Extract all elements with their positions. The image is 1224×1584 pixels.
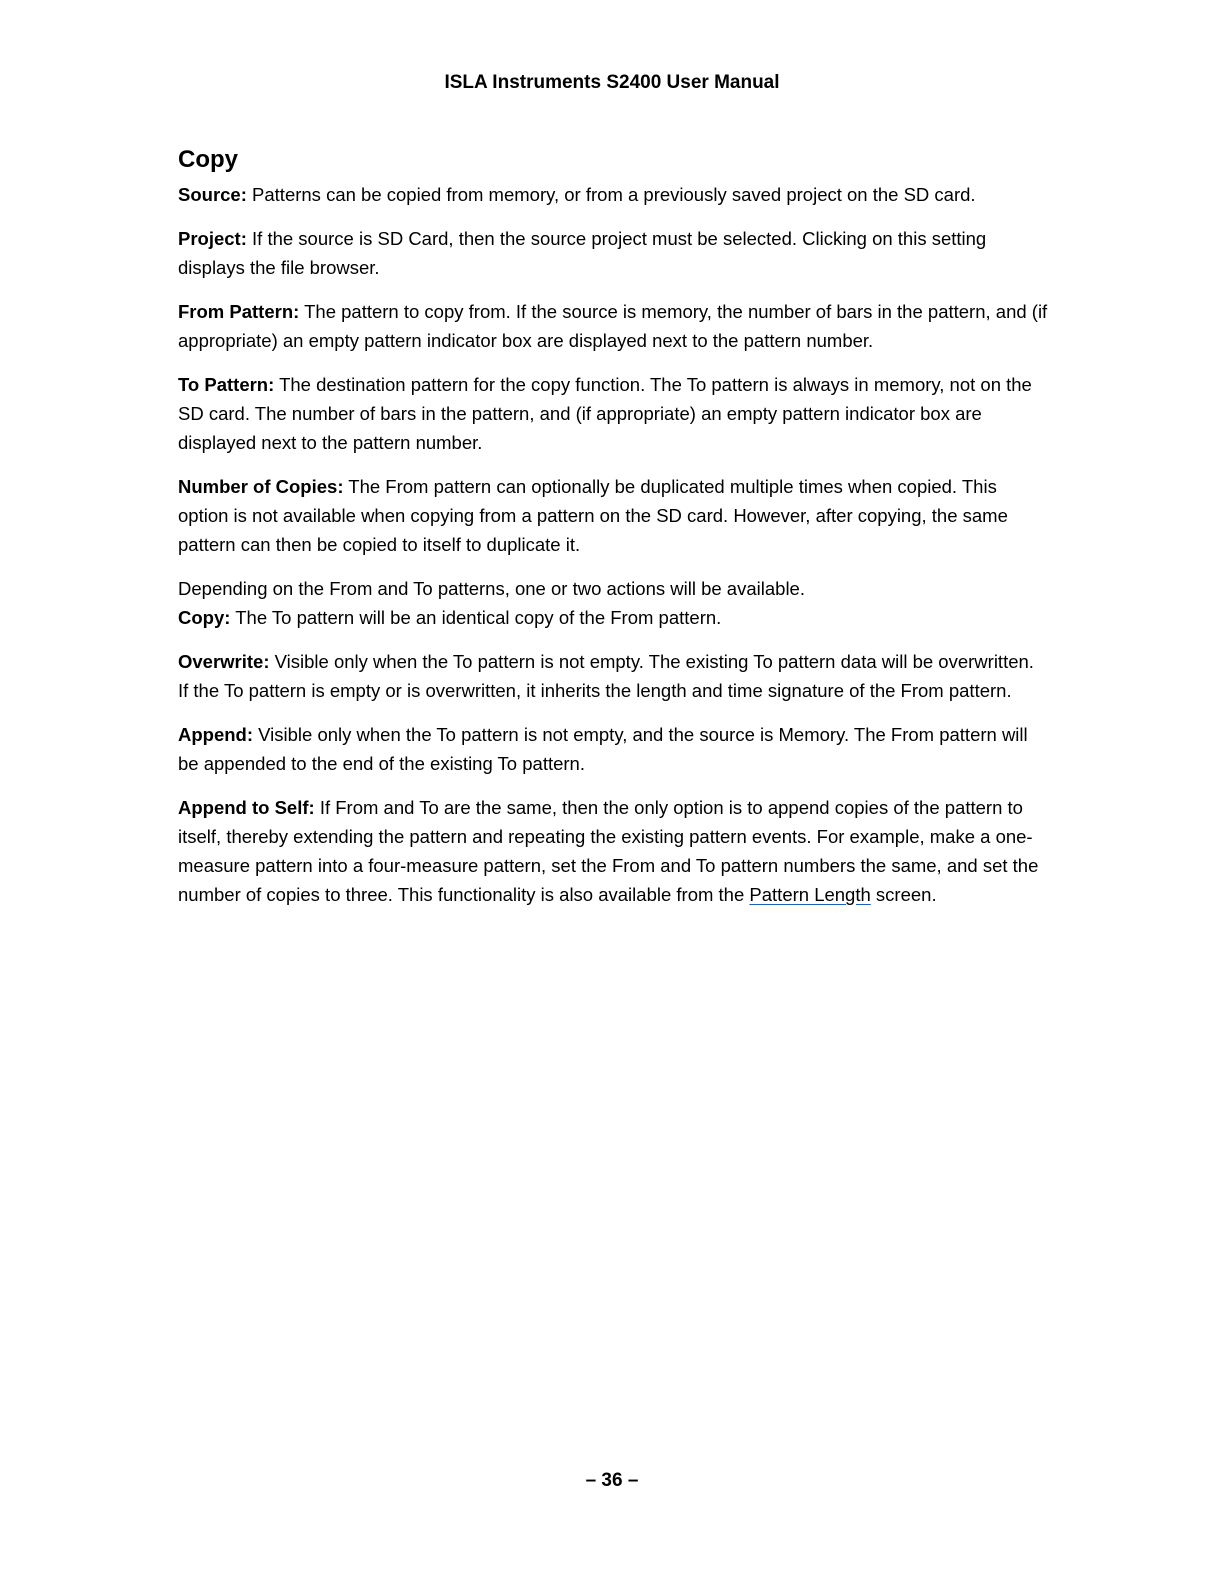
text-number-of-copies: The From pattern can optionally be duplicated multiple times when copied. This option is not available when copying from a pattern on the SD card. However, after copying, the same pattern can then be copied to itself to duplicate it. xyxy=(178,476,1008,555)
text-copy: The To pattern will be an identical copy of the From pattern. xyxy=(230,607,722,628)
paragraph-overwrite xyxy=(178,647,1048,705)
term-overwrite: Overwrite: xyxy=(178,651,270,672)
paragraph-number-of-copies xyxy=(178,472,1048,559)
page-content xyxy=(178,144,1048,924)
paragraph-from-pattern xyxy=(178,297,1048,355)
term-append: Append: xyxy=(178,724,254,745)
paragraph-copy xyxy=(178,603,1048,632)
text-to-pattern: The destination pattern for the copy function. The To pattern is always in memory, not on the SD card. The number of bars in the pattern, and (if appropriate) an empty pattern indicator box are displayed next to the pattern number. xyxy=(178,374,1032,453)
text-overwrite: Visible only when the To pattern is not empty. The existing To pattern data will be overwritten. If the To pattern is empty or is overwritten, it inherits the length and time signature of the From pattern. xyxy=(178,651,1034,701)
text-project: If the source is SD Card, then the source project must be selected. Clicking on this setting displays the file browser. xyxy=(178,228,987,278)
paragraph-append-to-self xyxy=(178,793,1048,909)
paragraph-to-pattern xyxy=(178,370,1048,457)
term-from-pattern: From Pattern: xyxy=(178,301,300,322)
term-project: Project: xyxy=(178,228,247,249)
paragraph-append xyxy=(178,720,1048,778)
pattern-length-link[interactable]: Pattern Length xyxy=(749,884,871,905)
text-source: Patterns can be copied from memory, or from a previously saved project on the SD card. xyxy=(246,184,976,205)
text-append-to-self-end: screen. xyxy=(870,884,937,905)
text-from-pattern: The pattern to copy from. If the source is memory, the number of bars in the pattern, and (if appropriate) an empty pattern indicator box are displayed next to the pattern number. xyxy=(178,301,1048,351)
text-append-to-self: If From and To are the same, then the only option is to append copies of the pattern to itself, thereby extending the pattern and repeating the existing pattern events. For example, make a one-measure pattern into a four-measure pattern, set the From and To pattern numbers the same, and set the number of copies to three. This functionality is also available from the xyxy=(178,797,1039,905)
term-source: Source: xyxy=(178,184,247,205)
text-append: Visible only when the To pattern is not empty, and the source is Memory. The From pattern will be appended to the end of the existing To pattern. xyxy=(178,724,1028,774)
paragraph-actions-intro: Depending on the From and To patterns, one or two actions will be available. xyxy=(178,578,805,599)
page-number: – 36 – xyxy=(585,1470,639,1491)
term-copy: Copy: xyxy=(178,607,231,628)
term-to-pattern: To Pattern: xyxy=(178,374,275,395)
paragraph-project xyxy=(178,224,1048,282)
term-append-to-self: Append to Self: xyxy=(178,797,315,818)
paragraph-source xyxy=(178,180,1048,209)
section-heading: Copy xyxy=(178,146,238,173)
term-number-of-copies: Number of Copies: xyxy=(178,476,344,497)
page-header: ISLA Instruments S2400 User Manual xyxy=(444,72,780,93)
